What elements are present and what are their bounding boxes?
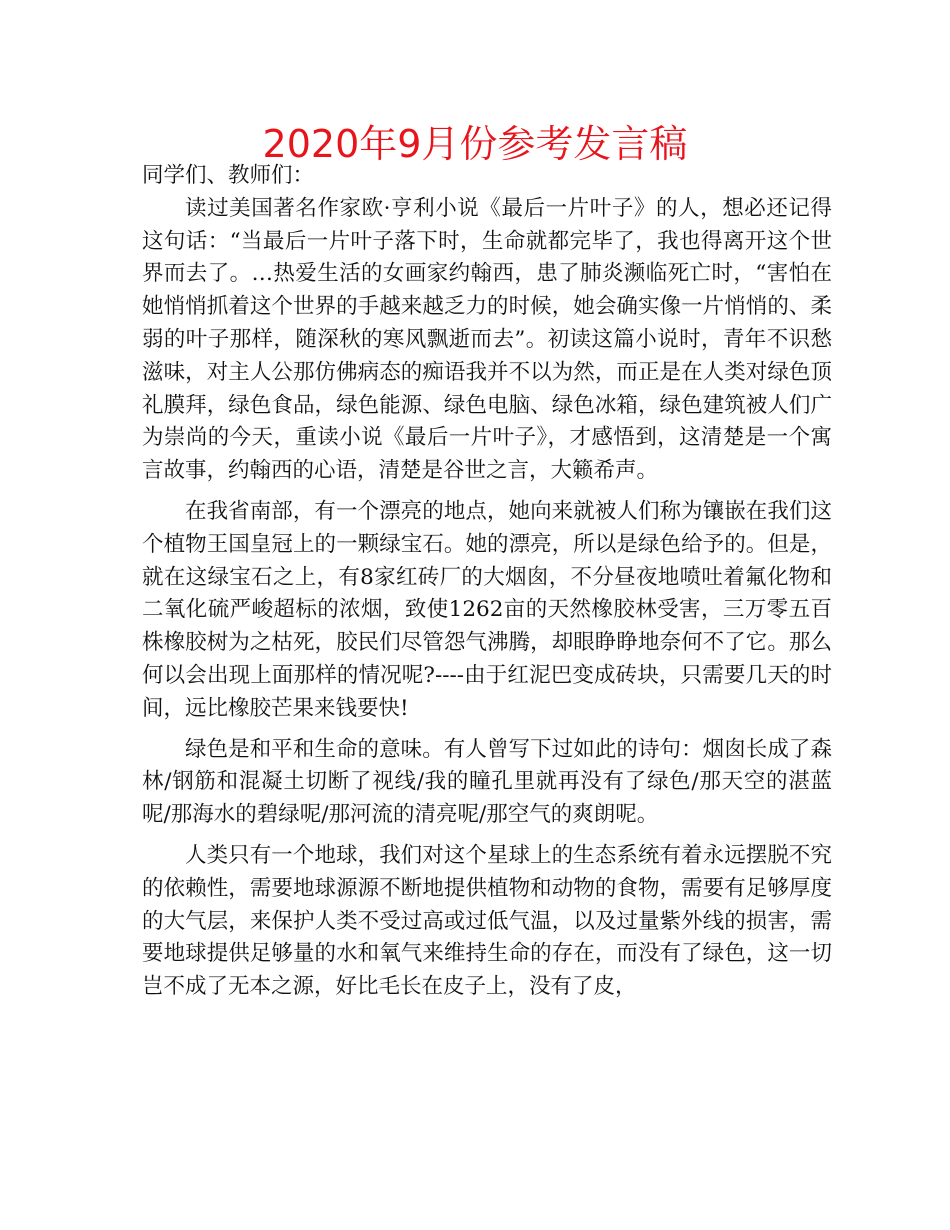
document-title: 2020年9月份参考发言稿: [262, 122, 688, 166]
paragraph-4: 人类只有一个地球，我们对这个星球上的生态系统有着永远摆脱不究的依赖性，需要地球源源不断地提供植物和动物的食物，需要有足够厚度的大气层，来保护人类不受过高或过低气温，以及过量紫外线的损害，需要地球提供足够量的水和氧气来维持生命的存在，而没有了绿色，这一切岂不成了无本之源，好比毛长在皮子上，没有了皮，: [142, 842, 832, 1000]
paragraph-3: 绿色是和平和生命的意味。有人曾写下过如此的诗句：烟囱长成了森林/钢筋和混凝土切断了视线/我的瞳孔里就再没有了绿色/那天空的湛蓝呢/那海水的碧绿呢/那河流的清亮呢/那空气的爽朗呢。: [142, 736, 832, 828]
paragraph-2: 在我省南部，有一个漂亮的地点，她向来就被人们称为镶嵌在我们这个植物王国皇冠上的一颗绿宝石。她的漂亮，所以是绿色给予的。但是，就在这绿宝石之上，有8家红砖厂的大烟囱，不分昼夜地喷吐着氟化物和二氧化硫严峻超标的浓烟，致使1262亩的天然橡胶林受害，三万零五百株橡胶树为之枯死，胶民们尽管怨气沸腾，却眼睁睁地奈何不了它。那么何以会出现上面那样的情况呢?----由于红泥巴变成砖块，只需要几天的时间，远比橡胶芒果来钱要快!: [142, 498, 832, 721]
document-body: [142, 160, 832, 1004]
paragraph-1: 读过美国著名作家欧·亨利小说《最后一片叶子》的人，想必还记得这句话：“当最后一片叶子落下时，生命就都完毕了，我也得离开这个世界而去了。…热爱生活的女画家约翰西，患了肺炎濒临死亡时，“害怕在她悄悄抓着这个世界的手越来越乏力的时候，她会确实像一片悄悄的、柔弱的叶子那样，随深秋的寒风飘逝而去”。初读这篇小说时，青年不识愁滋味，对主人公那仿佛病态的痴语我并不以为然，而正是在人类对绿色顶礼膜拜，绿色食品，绿色能源、绿色电脑、绿色冰箱，绿色建筑被人们广为崇尚的今天，重读小说《最后一片叶子》，才感悟到，这清楚是一个寓言故事，约翰西的心语，清楚是谷世之言，大籁希声。: [142, 195, 832, 484]
salutation: 同学们、教师们：: [142, 163, 315, 188]
